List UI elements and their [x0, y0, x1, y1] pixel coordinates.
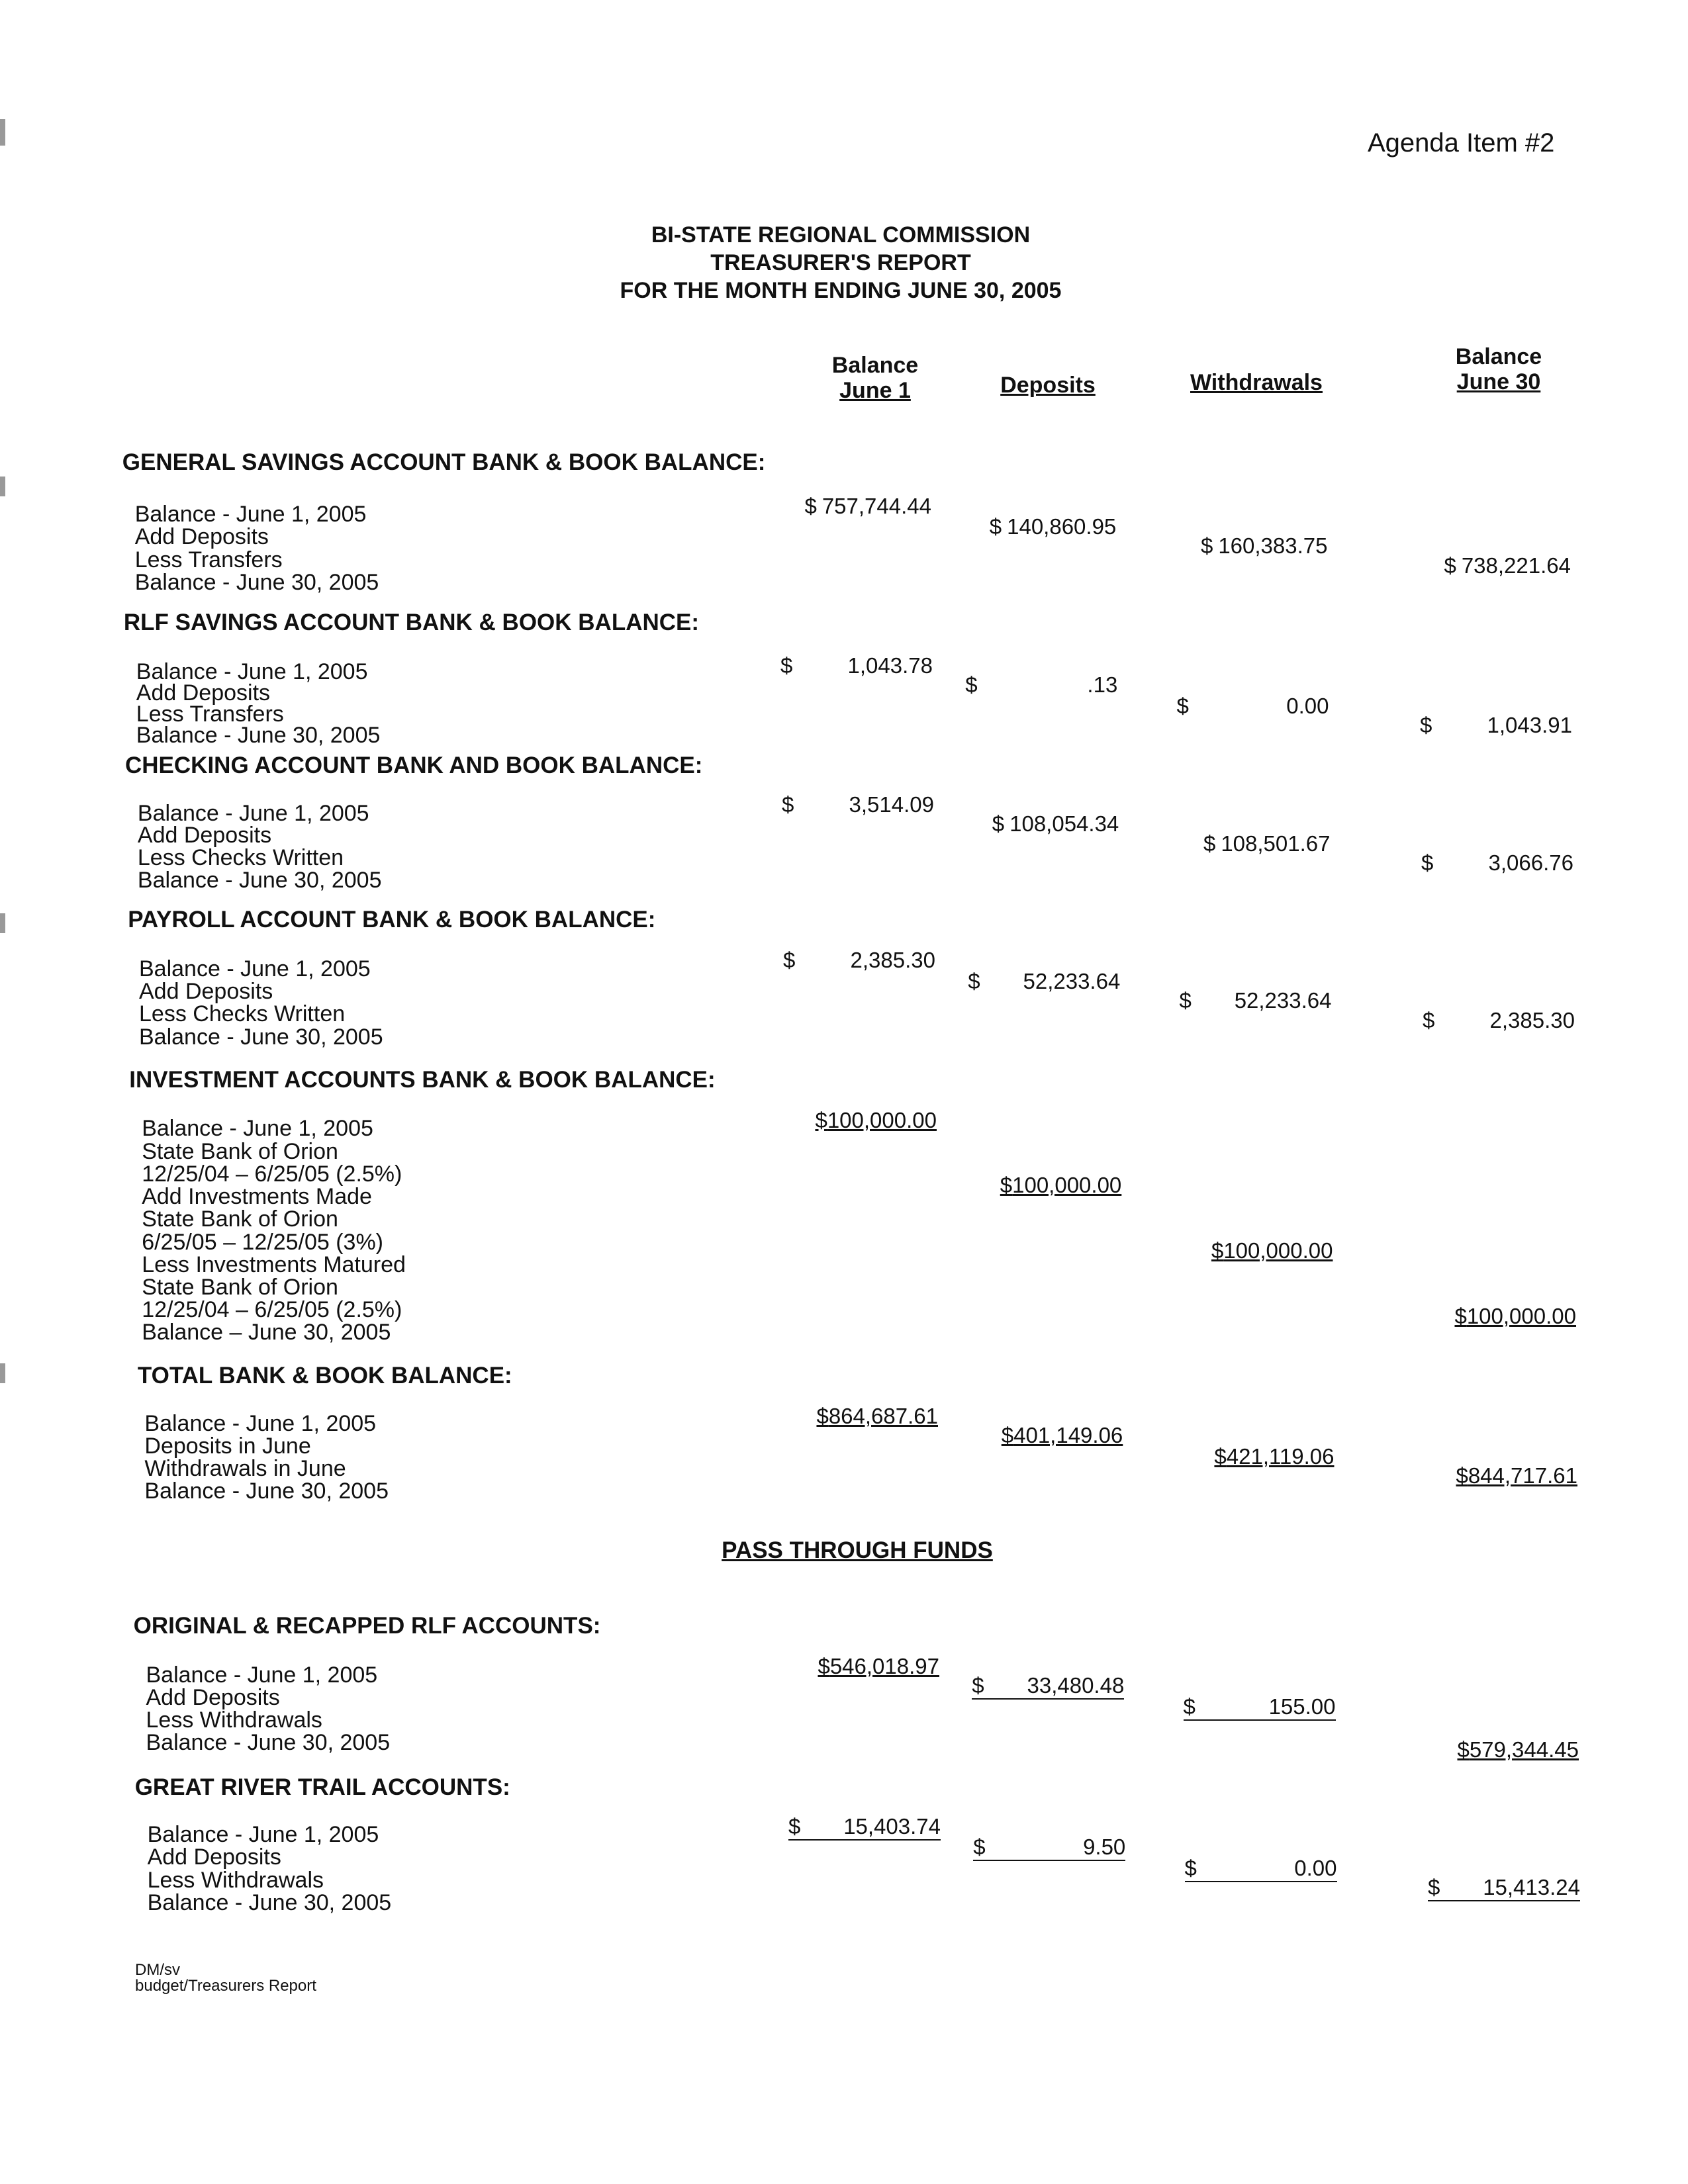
- dollar-sign: $: [1000, 1173, 1013, 1198]
- dollar-sign: $: [1444, 553, 1456, 578]
- dollar-sign: $: [965, 672, 978, 698]
- amount-withdrawals: [1182, 1444, 1335, 1469]
- column-header-line: Balance: [831, 353, 919, 378]
- section-heading: GENERAL SAVINGS ACCOUNT BANK & BOOK BALANCE:: [122, 449, 766, 476]
- dollar-sign: $: [1423, 1007, 1435, 1032]
- amount-value: 738,221.64: [1461, 553, 1571, 578]
- line-item-label: Balance - June 1, 2005: [137, 800, 369, 826]
- amount-withdrawals: [1184, 1694, 1336, 1721]
- amount-value: 3,514.09: [849, 792, 934, 817]
- column-header-balance-june1: [776, 353, 974, 403]
- scan-edge-mark: [0, 1363, 5, 1383]
- amount-value: 33,480.48: [1027, 1673, 1125, 1698]
- line-item-label: Less Investments Matured: [142, 1251, 406, 1277]
- dollar-sign: $: [1214, 1443, 1227, 1469]
- column-header-line: June 1: [839, 378, 911, 403]
- amount-withdrawals: [1177, 694, 1329, 719]
- amount-value: 2,385.30: [850, 948, 935, 973]
- line-item-label: Add Investments Made: [142, 1184, 372, 1210]
- amount-deposits: [965, 672, 1117, 698]
- amount-value: 100,000.00: [1012, 1173, 1122, 1198]
- line-item-label: Add Deposits: [146, 1684, 280, 1710]
- amount-value: 421,119.06: [1226, 1443, 1335, 1469]
- amount-balance-june1: [782, 792, 934, 817]
- amount-balance-june1: [783, 948, 935, 973]
- amount-deposits: [970, 1423, 1123, 1448]
- line-item-label: Less Withdrawals: [147, 1867, 324, 1893]
- line-item-label: State Bank of Orion: [142, 1206, 338, 1232]
- amount-balance-june1: [779, 494, 931, 519]
- amount-value: 757,744.44: [821, 493, 931, 518]
- amount-withdrawals: [1180, 988, 1332, 1013]
- amount-value: 401,149.06: [1013, 1423, 1123, 1448]
- line-item-label: Add Deposits: [136, 680, 271, 705]
- footer-file-path: budget/Treasurers Report: [135, 1977, 316, 1995]
- amount-value: 2,385.30: [1489, 1007, 1575, 1032]
- amount-balance-june30: [1420, 713, 1572, 738]
- dollar-sign: $: [1454, 1303, 1467, 1328]
- dollar-sign: $: [788, 1813, 801, 1839]
- dollar-sign: $: [1456, 1463, 1468, 1488]
- line-item-label: Balance – June 30, 2005: [142, 1320, 391, 1345]
- line-item-label: Balance - June 30, 2005: [134, 569, 379, 595]
- column-header-balance-june30: [1399, 344, 1598, 394]
- dollar-sign: $: [818, 1654, 830, 1678]
- amount-value: 140,860.95: [1007, 514, 1117, 539]
- dollar-sign: $: [804, 493, 817, 518]
- line-item-label: Less Transfers: [134, 547, 283, 572]
- section-heading: PAYROLL ACCOUNT BANK & BOOK BALANCE:: [128, 907, 656, 933]
- dollar-sign: $: [1184, 1855, 1197, 1880]
- amount-value: 0.00: [1286, 693, 1329, 718]
- line-item-label: State Bank of Orion: [142, 1275, 338, 1300]
- amount-value: 546,018.97: [829, 1654, 939, 1678]
- dollar-sign: $: [783, 948, 796, 973]
- amount-balance-june30: [1423, 1008, 1575, 1033]
- scan-edge-mark: [0, 913, 5, 933]
- report-period: FOR THE MONTH ENDING JUNE 30, 2005: [620, 278, 1062, 303]
- amount-deposits: [964, 514, 1116, 539]
- section-heading: TOTAL BANK & BOOK BALANCE:: [137, 1363, 512, 1389]
- dollar-sign: $: [968, 968, 980, 993]
- amount-balance-june30: [1424, 1304, 1576, 1329]
- amount-balance-june30: [1428, 1875, 1580, 1901]
- amount-withdrawals: [1176, 533, 1328, 559]
- amount-value: 3,066.76: [1488, 850, 1573, 876]
- line-item-label: Balance - June 1, 2005: [146, 1662, 378, 1688]
- line-item-label: Add Deposits: [139, 979, 273, 1005]
- dollar-sign: $: [1179, 988, 1192, 1013]
- column-header-deposits: Deposits: [1000, 373, 1096, 398]
- line-item-label: Balance - June 30, 2005: [146, 1730, 391, 1756]
- line-item-label: Less Checks Written: [137, 844, 344, 870]
- amount-value: 844,717.61: [1468, 1463, 1577, 1488]
- dollar-sign: $: [1183, 1694, 1196, 1719]
- line-item-label: Less Checks Written: [139, 1001, 346, 1027]
- line-item-label: Balance - June 30, 2005: [144, 1479, 389, 1504]
- line-item-label: Balance - June 1, 2005: [147, 1822, 379, 1848]
- line-item-label: Balance - June 1, 2005: [136, 659, 368, 684]
- amount-value: 160,383.75: [1218, 533, 1328, 559]
- amount-value: 1,043.91: [1487, 713, 1572, 738]
- amount-withdrawals: [1185, 1856, 1337, 1882]
- amount-value: 100,000.00: [827, 1107, 937, 1132]
- report-org-title: BI-STATE REGIONAL COMMISSION: [651, 222, 1031, 248]
- line-item-label: Balance - June 30, 2005: [137, 867, 382, 893]
- dollar-sign: $: [1428, 1874, 1440, 1899]
- line-item-label: Balance - June 30, 2005: [136, 722, 381, 748]
- line-item-label: State Bank of Orion: [142, 1138, 338, 1164]
- amount-balance-june30: [1425, 1463, 1577, 1488]
- dollar-sign: $: [815, 1107, 827, 1132]
- amount-balance-june30: [1421, 850, 1573, 876]
- line-item-label: Add Deposits: [134, 524, 269, 550]
- amount-value: 108,054.34: [1009, 811, 1119, 837]
- amount-deposits: [966, 811, 1119, 837]
- scan-edge-mark: [0, 119, 5, 146]
- line-item-label: Less Withdrawals: [146, 1707, 322, 1733]
- dollar-sign: $: [972, 1673, 984, 1698]
- dollar-sign: $: [1457, 1737, 1470, 1762]
- line-item-label: Less Transfers: [136, 701, 284, 727]
- line-item-label: Balance - June 1, 2005: [139, 956, 371, 981]
- dollar-sign: $: [1420, 713, 1432, 738]
- column-header-withdrawals: Withdrawals: [1190, 370, 1323, 395]
- agenda-item-label: Agenda Item #2: [1368, 128, 1555, 158]
- dollar-sign: $: [780, 653, 793, 678]
- line-item-label: Add Deposits: [137, 823, 272, 848]
- dollar-sign: $: [973, 1835, 986, 1859]
- line-item-label: Deposits in June: [144, 1433, 311, 1459]
- amount-deposits: [969, 1173, 1121, 1198]
- line-item-label: 6/25/05 – 12/25/05 (3%): [142, 1229, 384, 1255]
- amount-value: 100,000.00: [1223, 1238, 1333, 1263]
- amount-balance-june1: [786, 1404, 938, 1429]
- line-item-label: Balance - June 30, 2005: [139, 1024, 383, 1050]
- amount-deposits: [972, 1673, 1124, 1700]
- amount-value: 0.00: [1294, 1855, 1337, 1880]
- amount-withdrawals: [1181, 1238, 1333, 1263]
- section-heading: CHECKING ACCOUNT BANK AND BOOK BALANCE:: [125, 752, 703, 779]
- amount-balance-june1: [784, 1108, 937, 1133]
- amount-balance-june30: [1427, 1737, 1579, 1762]
- amount-value: 15,403.74: [843, 1813, 941, 1839]
- amount-withdrawals: [1178, 831, 1331, 856]
- dollar-sign: $: [989, 514, 1002, 539]
- amount-value: 52,233.64: [1023, 968, 1121, 993]
- amount-value: 1,043.78: [847, 653, 933, 678]
- amount-value: 864,687.61: [828, 1404, 938, 1428]
- amount-value: .13: [1087, 672, 1118, 698]
- section-heading: GREAT RIVER TRAIL ACCOUNTS:: [134, 1774, 510, 1800]
- amount-value: 9.50: [1083, 1835, 1126, 1859]
- amount-value: 15,413.24: [1483, 1874, 1580, 1899]
- line-item-label: Balance - June 1, 2005: [142, 1116, 373, 1142]
- dollar-sign: $: [992, 811, 1005, 837]
- dollar-sign: $: [1200, 533, 1213, 559]
- amount-deposits: [968, 969, 1120, 994]
- amount-value: 100,000.00: [1466, 1303, 1576, 1328]
- line-item-label: Balance - June 1, 2005: [144, 1410, 377, 1436]
- line-item-label: Balance - June 1, 2005: [134, 502, 367, 527]
- section-heading: RLF SAVINGS ACCOUNT BANK & BOOK BALANCE:: [123, 609, 700, 635]
- dollar-sign: $: [1001, 1423, 1014, 1448]
- line-item-label: Add Deposits: [147, 1844, 281, 1870]
- column-header-line: Balance: [1455, 344, 1542, 369]
- amount-value: 579,344.45: [1469, 1737, 1579, 1762]
- scan-edge-mark: [0, 477, 5, 496]
- dollar-sign: $: [1176, 693, 1189, 718]
- section-heading: INVESTMENT ACCOUNTS BANK & BOOK BALANCE:: [129, 1066, 716, 1093]
- amount-balance-june1: [788, 1814, 941, 1841]
- dollar-sign: $: [816, 1404, 829, 1428]
- section-heading: ORIGINAL & RECAPPED RLF ACCOUNTS:: [133, 1613, 601, 1639]
- line-item-label: 12/25/04 – 6/25/05 (2.5%): [142, 1161, 402, 1187]
- pass-through-funds-heading: PASS THROUGH FUNDS: [722, 1537, 993, 1563]
- amount-balance-june1: [787, 1654, 939, 1679]
- amount-balance-june1: [780, 653, 933, 678]
- report-title: TREASURER'S REPORT: [710, 250, 971, 275]
- line-item-label: Balance - June 30, 2005: [147, 1889, 392, 1915]
- footer-initials: DM/sv: [135, 1961, 180, 1979]
- line-item-label: Withdrawals in June: [144, 1456, 346, 1482]
- dollar-sign: $: [1421, 850, 1434, 876]
- dollar-sign: $: [1203, 831, 1216, 856]
- amount-balance-june30: [1419, 553, 1571, 578]
- dollar-sign: $: [1211, 1238, 1224, 1263]
- dollar-sign: $: [782, 792, 794, 817]
- amount-deposits: [973, 1835, 1125, 1861]
- line-item-label: 12/25/04 – 6/25/05 (2.5%): [142, 1297, 402, 1323]
- amount-value: 52,233.64: [1234, 988, 1332, 1013]
- amount-value: 155.00: [1268, 1694, 1336, 1719]
- column-header-line: June 30: [1456, 369, 1541, 394]
- amount-value: 108,501.67: [1221, 831, 1331, 856]
